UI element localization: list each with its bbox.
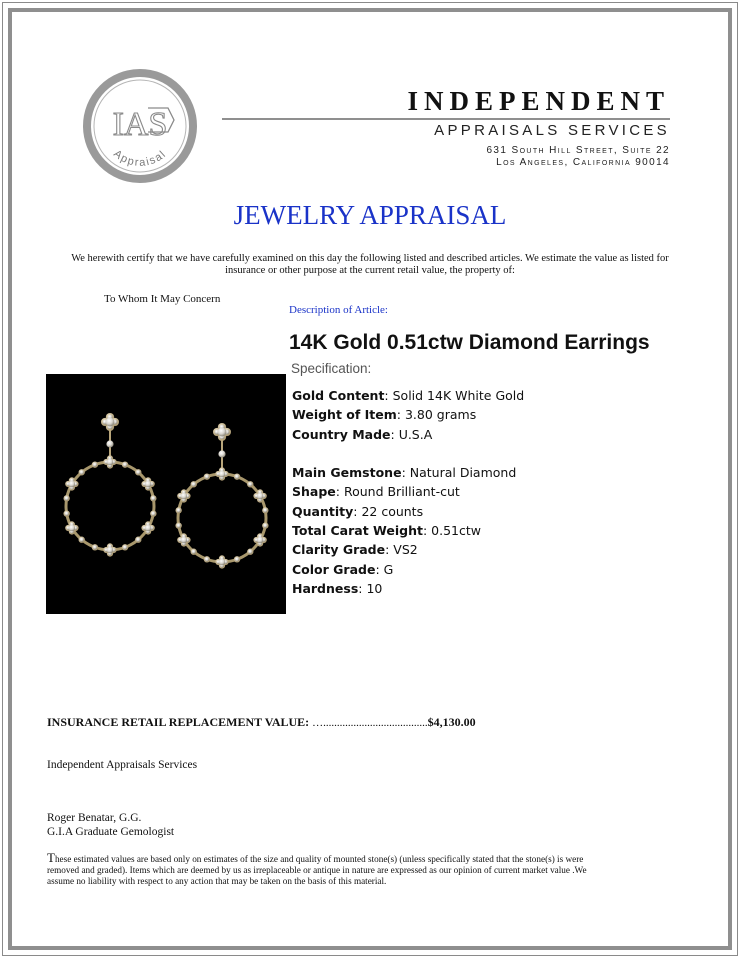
logo-monogram: IAS [112,106,168,143]
company-name: INDEPENDENT [407,86,670,116]
spec-value: Natural Diamond [409,465,517,481]
insurance-value-line [47,715,476,730]
disclaimer [47,852,607,887]
earrings-photo [46,374,286,614]
signer-name: Roger Benatar, G.G. [47,812,142,824]
insurance-value-label: INSURANCE RETAIL REPLACEMENT VALUE: [47,715,310,729]
spec-value: VS2 [393,542,418,558]
spec-country-made: Country Made: U.S.A [292,426,433,442]
spec-label: Clarity Grade [292,542,386,558]
spec-quantity: Quantity: 22 counts [292,503,424,519]
item-title: 14K Gold 0.51ctw Diamond Earrings [289,331,650,354]
spec-value: Round Brilliant-cut [343,484,460,500]
spec-label: Country Made [292,426,391,442]
signer-title: G.I.A Graduate Gemologist [47,826,175,838]
spec-value: 0.51ctw [431,523,481,539]
disclaimer-initial: T [47,850,55,865]
spec-label: Total Carat Weight [292,523,423,539]
spec-value: G [383,561,394,577]
spec-hardness: Hardness: 10 [292,580,383,596]
header-divider [222,118,670,120]
specification-label: Specification: [291,361,372,376]
ias-logo-seal [82,68,198,184]
spec-label: Hardness [292,580,359,596]
property-owner: To Whom It May Concern [104,293,221,305]
insurance-value-amount: $4,130.00 [427,715,476,729]
spec-label: Weight of Item [292,407,397,423]
spec-label: Gold Content [292,388,385,403]
spec-total-carat-weight: Total Carat Weight: 0.51ctw [292,523,481,539]
document-title: JEWELRY APPRAISAL [233,200,507,230]
address-line-2: Los Angeles, California 90014 [496,157,670,168]
description-label: Description of Article: [289,304,388,316]
spec-value: U.S.A [398,426,433,442]
spec-value: 10 [366,580,383,596]
spec-main-gemstone: Main Gemstone: Natural Diamond [292,465,517,481]
spec-value: Solid 14K White Gold [392,388,525,403]
spec-label: Main Gemstone [292,465,402,481]
value-leader-dots: …...................................... [312,717,428,729]
spec-clarity-grade: Clarity Grade: VS2 [292,542,418,558]
disclaimer-text: hese estimated values are based only on estimates of the size and quality of mounted stone(s) (unless specifically stated that the stone(s) is were removed and graded). Items which are deemed by us as irreplaceable or antique in nature are expressed as our opinion of current market value .We assume no liability with respect to any action that may be taken on the basis of this material. [47,854,587,886]
spec-label: Shape [292,484,336,500]
spec-label: Quantity [292,503,354,519]
spec-label: Color Grade [292,561,376,577]
svg-text:Appraisal [111,148,169,169]
spec-weight: Weight of Item: 3.80 grams [292,407,477,423]
appraiser-company: Independent Appraisals Services [47,759,198,771]
spec-value: 22 counts [361,503,424,519]
spec-color-grade: Color Grade: G [292,561,394,577]
spec-shape: Shape: Round Brilliant-cut [292,484,460,500]
logo-caption: Appraisal [111,147,169,170]
spec-value: 3.80 grams [404,407,477,423]
address-line-1: 631 South Hill Street, Suite 22 [486,145,670,156]
spec-gold-content: Gold Content: Solid 14K White Gold [292,388,525,403]
specification-list [292,386,524,598]
certification-statement: We herewith certify that we have carefully examined on this day the following listed and described articles. We estimate the value as listed for insurance or other purpose at the current retail value, the property of: [71,253,669,276]
company-subtitle: APPRAISALS SERVICES [434,122,670,139]
spec-spacer [292,444,524,463]
